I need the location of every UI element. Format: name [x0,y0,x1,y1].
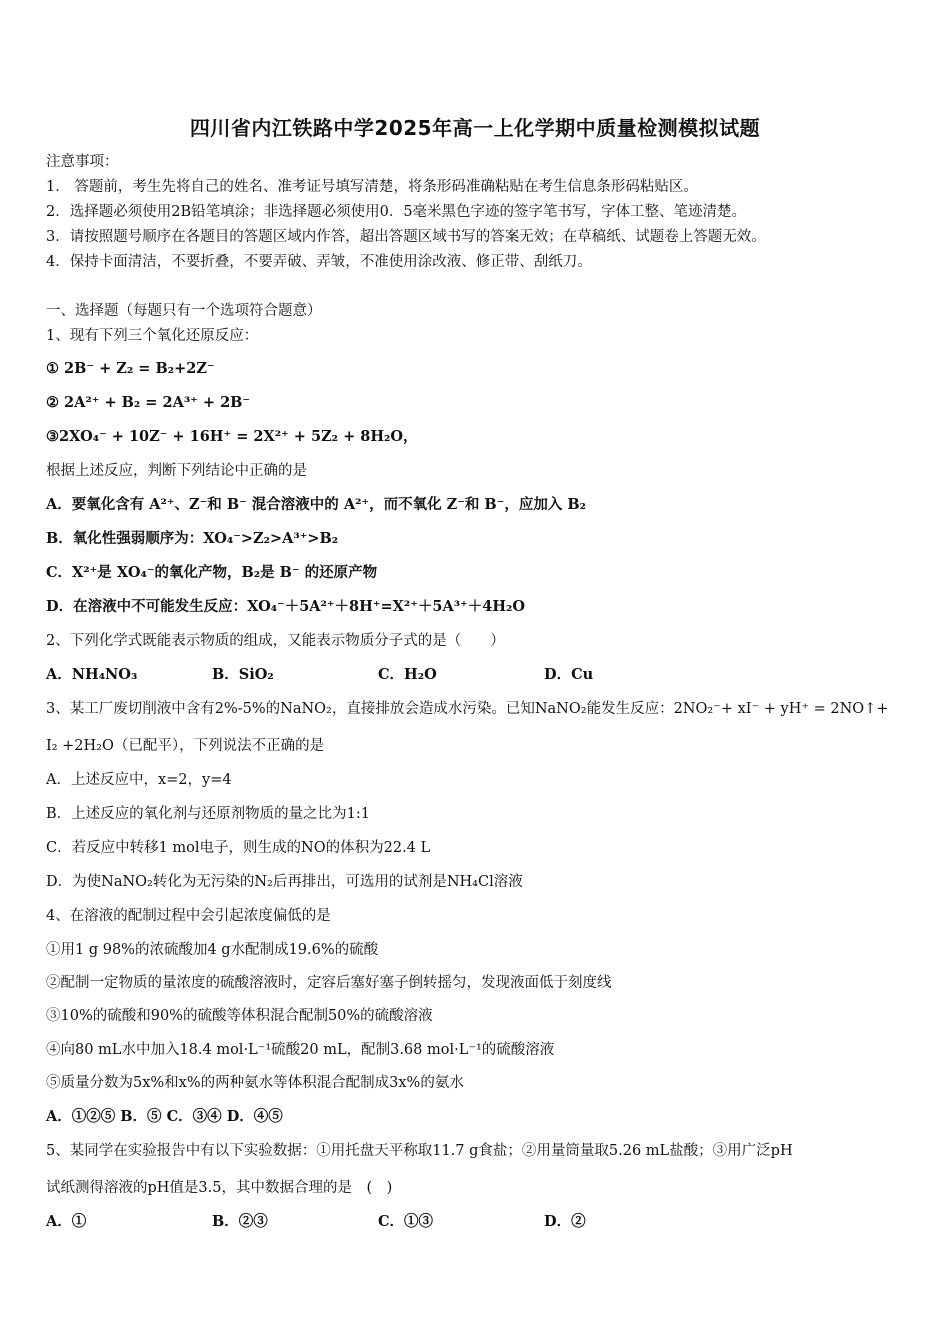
notice-heading: 注意事项： [46,154,119,170]
q1-reaction-2: ② 2A²⁺ + B₂ = 2A³⁺ + 2B⁻ [46,394,251,411]
q1-stem: 1、现有下列三个氧化还原反应： [46,328,259,344]
q2-option-c: C．H₂O [378,666,437,683]
q4-stem: 4、在溶液的配制过程中会引起浓度偏低的是 [46,908,331,924]
notice-item-2: 2．选择题必须使用2B铅笔填涂；非选择题必须使用0．5毫米黑色字迹的签字笔书写，字体工整、笔迹清楚。 [46,204,747,220]
q5-options [46,1212,710,1232]
q3-stem-2: I₂ +2H₂O（已配平），下列说法不正确的是 [46,738,325,754]
q3-stem-1: 3、某工厂废切削液中含有2%-5%的NaNO₂，直接排放会造成水污染。已知NaNO₂能发生反应：2NO₂⁻+ xI⁻ + yH⁺ = 2NO↑+ [46,701,889,717]
q4-statement-5: ⑤质量分数为5x%和x%的两种氨水等体积混合配制成3x%的氨水 [46,1075,464,1091]
q4-statement-3: ③10%的硫酸和90%的硫酸等体积混合配制50%的硫酸溶液 [46,1008,433,1024]
q4-statement-4: ④向80 mL水中加入18.4 mol·L⁻¹硫酸20 mL，配制3.68 mol·L⁻¹的硫酸溶液 [46,1042,555,1058]
q3-option-d: D．为使NaNO₂转化为无污染的N₂后再排出，可选用的试剂是NH₄Cl溶液 [46,874,523,890]
q2-option-a: A．NH₄NO₃ [46,666,138,683]
q4-statement-1: ①用1 g 98%的浓硫酸加4 g水配制成19.6%的硫酸 [46,942,379,958]
notice-item-1: 1． 答题前，考生先将自己的姓名、准考证号填写清楚，将条形码准确粘贴在考生信息条形码粘贴区。 [46,179,698,195]
q3-option-c: C．若反应中转移1 mol电子，则生成的NO的体积为22.4 L [46,840,431,856]
q5-option-a: A．① [46,1213,87,1230]
q1-option-b: B．氧化性强弱顺序为：XO₄⁻>Z₂>A³⁺>B₂ [46,530,339,547]
q5-option-d: D．② [544,1213,586,1230]
q5-stem-2: 试纸测得溶液的pH值是3.5，其中数据合理的是 ( ) [46,1180,393,1196]
section-heading: 一、选择题（每题只有一个选项符合题意） [46,303,322,319]
q5-option-c: C．①③ [378,1213,434,1230]
q2-stem: 2、下列化学式既能表示物质的组成，又能表示物质分子式的是（ ） [46,633,505,649]
q1-reaction-1: ① 2B⁻ + Z₂ = B₂+2Z⁻ [46,360,215,377]
notice-item-3: 3．请按照题号顺序在各题目的答题区域内作答，超出答题区域书写的答案无效；在草稿纸、试题卷上答题无效。 [46,229,766,245]
q2-option-b: B．SiO₂ [212,666,274,683]
q1-reaction-3: ③2XO₄⁻ + 10Z⁻ + 16H⁺ = 2X²⁺ + 5Z₂ + 8H₂O， [46,428,418,445]
q1-option-d: D．在溶液中不可能发生反应：XO₄⁻＋5A²⁺＋8H⁺=X²⁺＋5A³⁺＋4H₂O [46,598,526,615]
q5-option-b: B．②③ [212,1213,268,1230]
q1-ask: 根据上述反应，判断下列结论中正确的是 [46,463,307,479]
q1-option-a: A．要氧化含有 A²⁺、Z⁻和 B⁻ 混合溶液中的 A²⁺，而不氧化 Z⁻和 B⁻，应加入 B₂ [46,496,586,513]
q4-statement-2: ②配制一定物质的量浓度的硫酸溶液时，定容后塞好塞子倒转摇匀，发现液面低于刻度线 [46,975,612,991]
page-title: 四川省内江铁路中学2025年高一上化学期中质量检测模拟试题 [189,116,761,140]
q3-option-a: A．上述反应中，x=2，y=4 [46,772,232,788]
q4-options: A．①②⑤ B．⑤ C．③④ D．④⑤ [46,1108,283,1125]
q3-option-b: B．上述反应的氧化剂与还原剂物质的量之比为1:1 [46,806,370,822]
q2-options [46,665,710,685]
notice-item-4: 4．保持卡面清洁，不要折叠，不要弄破、弄皱，不准使用涂改液、修正带、刮纸刀。 [46,254,592,270]
q2-option-d: D．Cu [544,666,594,683]
q5-stem-1: 5、某同学在实验报告中有以下实验数据：①用托盘天平称取11.7 g食盐；②用量筒量取5.26 mL盐酸；③用广泛pH [46,1143,793,1159]
q1-option-c: C．X²⁺是 XO₄⁻的氧化产物，B₂是 B⁻ 的还原产物 [46,564,378,581]
